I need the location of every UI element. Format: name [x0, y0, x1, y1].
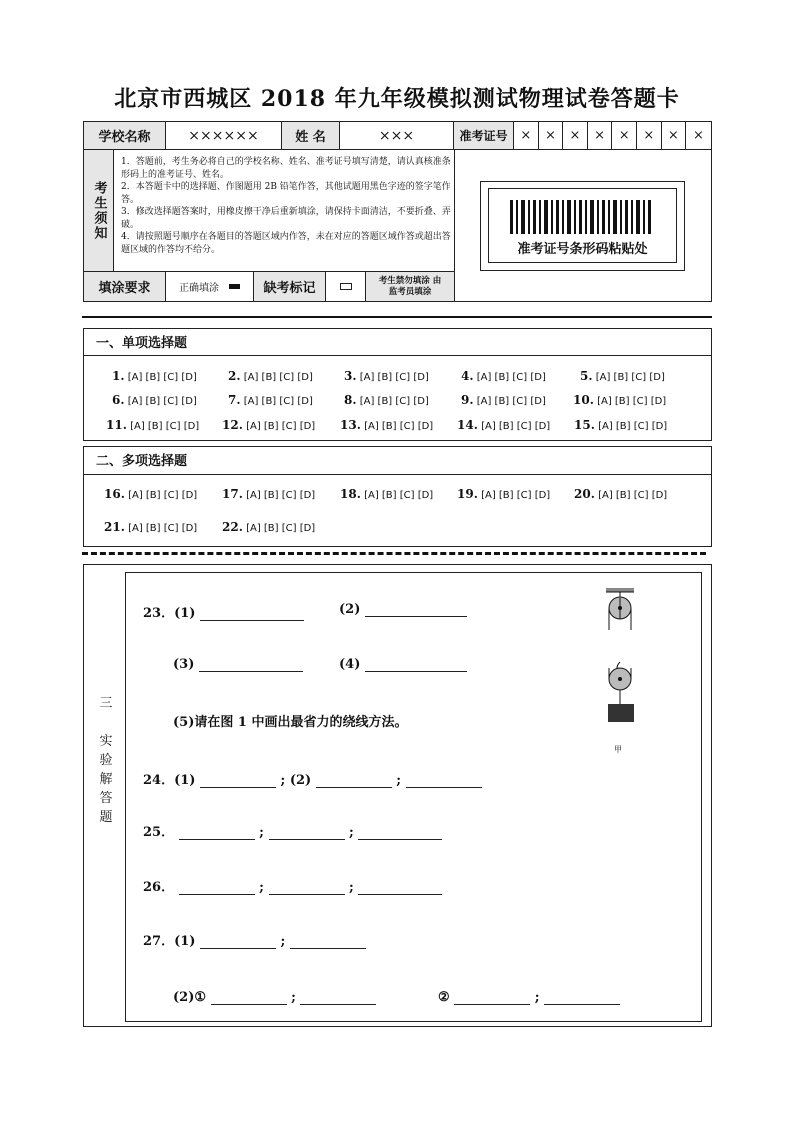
fill-divider [454, 271, 455, 302]
question-number: 5. [580, 369, 593, 383]
answer-blank[interactable] [300, 990, 376, 1005]
question-2[interactable] [228, 369, 313, 383]
part-label: (2) [173, 990, 195, 1005]
exam-number-label: 准考证号 [454, 122, 514, 149]
exam-number-cell[interactable]: × [563, 122, 588, 149]
dashed-separator [82, 552, 706, 555]
side-char: 解 [99, 772, 113, 787]
answer-options[interactable]: [A] [B] [C] [D] [246, 523, 316, 534]
question-11[interactable] [106, 418, 199, 432]
answer-blank[interactable] [316, 773, 392, 788]
question-number: 19. [457, 487, 478, 501]
question-20[interactable] [574, 487, 667, 501]
notice-item: 4．请按照题号顺序在各题目的答题区域内作答，未在对应的答题区域作答或超出答题区域的作答均不给分。 [121, 232, 451, 255]
exam-number-cells [514, 122, 711, 149]
side-char: 题 [99, 810, 113, 825]
answer-options[interactable]: [A] [B] [C] [D] [128, 523, 198, 534]
question-number: 1. [112, 369, 125, 383]
separator: ; [259, 880, 264, 895]
question-13[interactable] [340, 418, 433, 432]
question-number: 11. [106, 418, 127, 432]
question-5[interactable] [580, 369, 665, 383]
pulley-diagram-icon[interactable] [596, 586, 646, 726]
absent-mark [326, 272, 366, 301]
figure-label: 甲 [614, 745, 622, 754]
question-23-part4 [339, 657, 467, 672]
separator: ; [396, 773, 402, 788]
question-number: 21. [104, 520, 125, 534]
question-27-part1 [143, 930, 366, 949]
notice-label [84, 150, 114, 271]
separator: ; [349, 825, 354, 840]
part-label: (1) [174, 606, 196, 621]
question-number: 22. [222, 520, 243, 534]
answer-options[interactable]: [A] [B] [C] [D] [364, 490, 434, 501]
answer-options[interactable]: [A] [B] [C] [D] [127, 372, 197, 383]
question-number: 17. [222, 487, 243, 501]
answer-options[interactable]: [A] [B] [C] [D] [130, 421, 200, 432]
question-number: 18. [340, 487, 361, 501]
question-24 [143, 769, 482, 788]
question-23-part2 [339, 602, 467, 617]
school-value[interactable]: ×××××× [166, 122, 282, 149]
question-18[interactable] [340, 487, 433, 501]
exam-number-cell[interactable]: × [514, 122, 539, 149]
circle-marker: ② [438, 990, 450, 1005]
question-9[interactable] [461, 393, 546, 407]
side-char: 实 [99, 734, 113, 749]
answer-blank[interactable] [544, 990, 620, 1005]
question-number: 6. [112, 393, 125, 407]
fill-label: 填涂要求 [84, 272, 166, 301]
answer-options[interactable]: [A] [B] [C] [D] [597, 396, 667, 407]
answer-blank[interactable] [269, 880, 345, 895]
answer-blank[interactable] [406, 773, 482, 788]
side-char: 答 [99, 791, 113, 806]
answer-blank[interactable] [365, 657, 467, 672]
section2-title: 二、多项选择题 [96, 454, 188, 469]
question-number: 7. [228, 393, 241, 407]
question-number: 3. [344, 369, 357, 383]
side-char: 验 [99, 753, 113, 768]
question-3[interactable] [344, 369, 429, 383]
question-number: 24． [143, 773, 175, 788]
answer-blank[interactable] [179, 880, 255, 895]
barcode-caption: 准考证号条形码粘贴处 [517, 242, 648, 257]
separator: ; [280, 934, 286, 949]
answer-blank[interactable] [358, 880, 442, 895]
answer-options[interactable]: [A] [B] [C] [D] [243, 396, 313, 407]
question-17[interactable] [222, 487, 315, 501]
question-25 [143, 821, 442, 840]
notice-label-text: 考生须知 [91, 180, 107, 241]
part-label: (2) [289, 773, 312, 788]
answer-options[interactable]: [A] [B] [C] [D] [246, 421, 316, 432]
question-14[interactable] [457, 418, 550, 432]
answer-blank[interactable] [211, 990, 287, 1005]
answer-options[interactable]: [A] [B] [C] [D] [246, 490, 316, 501]
question-number: 25． [143, 825, 175, 840]
section3-side-title [94, 694, 118, 827]
answer-options[interactable]: [A] [B] [C] [D] [481, 490, 551, 501]
part-label: (2) [339, 602, 361, 617]
answer-blank[interactable] [454, 990, 530, 1005]
question-23-part3 [173, 657, 303, 672]
question-7[interactable] [228, 393, 313, 407]
answer-options[interactable]: [A] [B] [C] [D] [359, 372, 429, 383]
side-char: 三 [99, 696, 113, 711]
notice-divider [454, 149, 455, 271]
answer-blank[interactable] [269, 825, 345, 840]
exam-number-cell[interactable]: × [612, 122, 637, 149]
answer-blank[interactable] [200, 773, 276, 788]
exam-number-cell[interactable]: × [693, 128, 704, 143]
question-10[interactable] [573, 393, 666, 407]
row-divider [84, 149, 711, 150]
fill-correct [166, 272, 254, 301]
page-title: 北京市西城区 2018 年九年级模拟测试物理试卷答题卡 [114, 86, 680, 112]
answer-blank[interactable] [199, 657, 303, 672]
separator: ; [534, 990, 540, 1005]
question-4[interactable] [461, 369, 546, 383]
answer-options[interactable]: [A] [B] [C] [D] [476, 396, 546, 407]
answer-blank[interactable] [358, 825, 442, 840]
question-23-part5: (5)请在图 1 中画出最省力的绕线方法。 [173, 715, 408, 730]
separator: ; [280, 773, 286, 788]
question-27-part2 [173, 990, 376, 1005]
name-label: 姓 名 [282, 122, 340, 149]
question-26 [143, 876, 442, 895]
answer-options[interactable]: [A] [B] [C] [D] [128, 490, 198, 501]
notice-item: 3．修改选择题答案时，用橡皮擦干净后重新填涂，请保持卡面清洁，不要折叠、弄破。 [121, 207, 451, 230]
question-number: 4. [461, 369, 474, 383]
exam-number-cell[interactable]: × [637, 122, 662, 149]
question-number: 16. [104, 487, 125, 501]
answer-blank[interactable] [365, 602, 467, 617]
question-number: 27． [143, 934, 175, 949]
absent-checkbox[interactable] [340, 283, 352, 290]
notice-list [121, 156, 453, 256]
section2-title-divider [83, 474, 712, 475]
absent-note: 考生禁勿填涂 由监考员填涂 [366, 272, 454, 301]
separator-line [82, 316, 712, 318]
exam-number-cell[interactable]: × [539, 122, 564, 149]
question-number: 20. [574, 487, 595, 501]
answer-options[interactable]: [A] [B] [C] [D] [481, 421, 551, 432]
answer-blank[interactable] [200, 606, 304, 621]
question-number: 13. [340, 418, 361, 432]
filled-mark-icon [229, 284, 240, 289]
question-6[interactable] [112, 393, 197, 407]
question-15[interactable] [574, 418, 667, 432]
question-8[interactable] [344, 393, 429, 407]
question-number: 10. [573, 393, 594, 407]
question-27-part2b [438, 990, 620, 1005]
notice-item: 1．答题前，考生务必将自己的学校名称、姓名、准考证号填写清楚，请认真核准条形码上的准考证号、姓名。 [121, 157, 451, 180]
answer-options[interactable]: [A] [B] [C] [D] [598, 421, 668, 432]
answer-options[interactable]: [A] [B] [C] [D] [127, 396, 197, 407]
question-12[interactable] [222, 418, 315, 432]
answer-options[interactable]: [A] [B] [C] [D] [359, 396, 429, 407]
question-23-row1 [143, 602, 304, 621]
fill-correct-text: 正确填涂 [179, 283, 219, 294]
question-1[interactable] [112, 369, 197, 383]
exam-number-cell[interactable]: × [662, 122, 687, 149]
part-label: (1) [174, 773, 196, 788]
question-22[interactable] [222, 520, 315, 534]
name-value[interactable]: ××× [340, 122, 454, 149]
question-number: 9. [461, 393, 474, 407]
question-number: 14. [457, 418, 478, 432]
question-number: 23． [143, 606, 175, 621]
answer-blank[interactable] [290, 934, 366, 949]
answer-options[interactable]: [A] [B] [C] [D] [476, 372, 546, 383]
question-number: 12. [222, 418, 243, 432]
answer-blank[interactable] [200, 934, 276, 949]
separator: ; [259, 825, 264, 840]
answer-blank[interactable] [179, 825, 255, 840]
section1-title-divider [83, 355, 712, 356]
question-number: 15. [574, 418, 595, 432]
question-number: 8. [344, 393, 357, 407]
part-label: (3) [173, 657, 195, 672]
absent-label: 缺考标记 [254, 272, 326, 301]
question-21[interactable] [104, 520, 197, 534]
circle-marker: ① [194, 990, 207, 1005]
question-16[interactable] [104, 487, 197, 501]
answer-options[interactable]: [A] [B] [C] [D] [243, 372, 313, 383]
part-label: (4) [339, 657, 361, 672]
section1-title: 一、单项选择题 [96, 336, 188, 351]
notice-item: 2．本答题卡中的选择题、作图题用 2B 铅笔作答，其他试题用黑色字迹的签字笔作答。 [121, 182, 451, 205]
barcode-icon [508, 200, 658, 234]
separator: ; [291, 990, 296, 1005]
question-number: 26． [143, 880, 175, 895]
answer-options[interactable]: [A] [B] [C] [D] [364, 421, 434, 432]
question-19[interactable] [457, 487, 550, 501]
part-label: (1) [174, 934, 196, 949]
answer-options[interactable]: [A] [B] [C] [D] [598, 490, 668, 501]
separator: ; [349, 880, 354, 895]
question-number: 2. [228, 369, 241, 383]
school-label: 学校名称 [84, 122, 166, 149]
answer-options[interactable]: [A] [B] [C] [D] [595, 372, 665, 383]
exam-number-cell[interactable]: × [588, 122, 613, 149]
